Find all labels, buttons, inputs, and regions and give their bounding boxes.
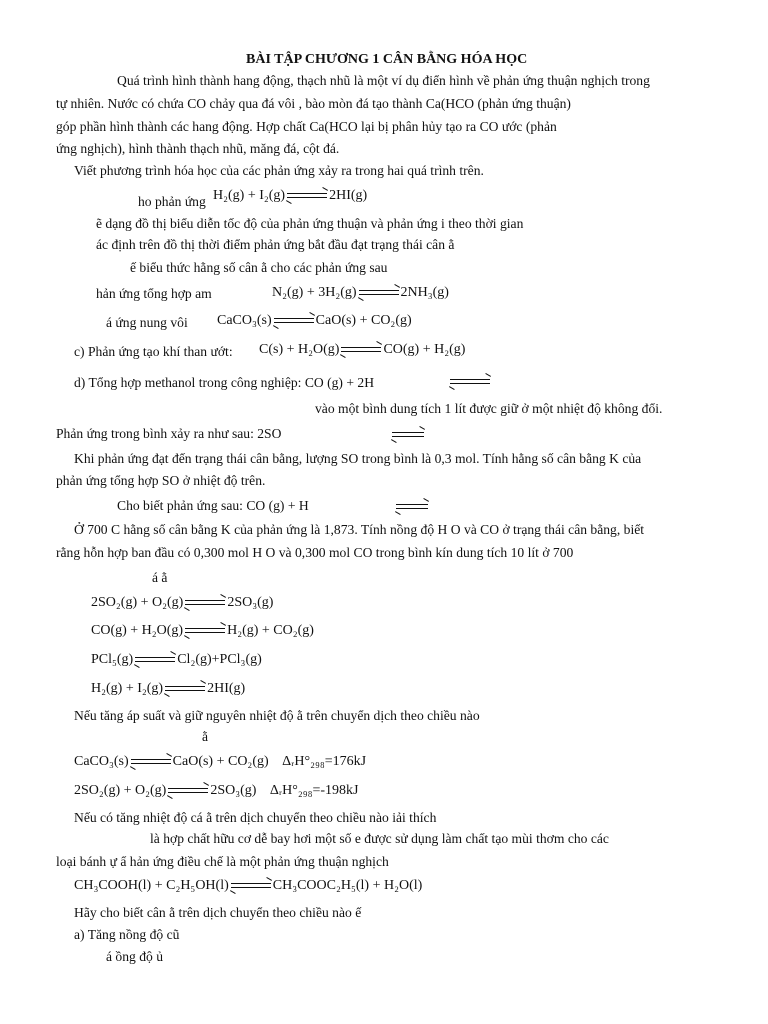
pressure-question: Nếu tăng áp suất và giữ nguyên nhiệt độ ằ trên chuyển dịch theo chiều nào: [74, 708, 480, 723]
equation-right: 2SO₃(g): [210, 783, 257, 798]
equation-left: H₂(g) + I₂(g): [213, 188, 286, 203]
equation-right: 2NH₃(g): [400, 285, 449, 300]
page-title: BÀI TẬP CHƯƠNG 1 CÂN BẰNG HÓA HỌC: [246, 52, 528, 67]
equation-right: 2SO₃(g): [227, 595, 274, 610]
eqlist-item: [91, 652, 262, 669]
equation-left: 2SO₂(g) + O₂(g): [91, 595, 184, 610]
equilibrium-arrow-icon: [396, 502, 428, 512]
equilibrium-arrow-icon: [359, 288, 399, 298]
heat-equation: [74, 783, 359, 800]
co-line-3: rằng hỗn hợp ban đầu có 0,300 mol H O và 0,300 mol CO trong bình kín dung tích 10 lít ở 700: [56, 545, 574, 560]
enthalpy-label: ΔᵣH°₂₉₈=176kJ: [282, 754, 367, 769]
heat-question: Nếu có tăng nhiệt độ cá ằ trên dịch chuyển theo chiều nào iải thích: [74, 810, 437, 825]
so2-line-1: vào một bình dung tích 1 lít được giữ ở một nhiệt độ không đổi.: [315, 401, 663, 416]
ester-equation: [74, 878, 422, 895]
kc-intro: ế biểu thức hằng số cân ằ cho các phản ứng sau: [130, 260, 388, 275]
equation-right: Cl₂(g)+PCl₃(g): [177, 652, 262, 667]
equilibrium-arrow-icon: [392, 430, 424, 440]
intro-line-1: Quá trình hình thành hang động, thạch nhũ là một ví dụ điển hình về phản ứng thuận nghịch trong: [117, 73, 650, 88]
equation-right: CaO(s) + CO₂(g): [172, 754, 269, 769]
co-line-1: Cho biết phản ứng sau: CO (g) + H: [117, 498, 309, 513]
equation-right: CO(g) + H₂(g): [383, 342, 466, 357]
equation-left: CaCO₃(s): [74, 754, 129, 769]
equilibrium-arrow-icon: [450, 377, 490, 387]
equation-left: N₂(g) + 3H₂(g): [272, 285, 357, 300]
equation-left: 2SO₂(g) + O₂(g): [74, 783, 167, 798]
equation-right: CH₃COOC₂H₅(l) + H₂O(l): [272, 878, 423, 893]
heat-head: ằ: [202, 729, 209, 744]
equilibrium-arrow-icon: [287, 191, 327, 201]
kc-b-label: á ứng nung vôi: [106, 315, 188, 330]
equation-right: 2HI(g): [329, 188, 368, 203]
eqlist-item: [91, 595, 273, 612]
hi-question-2: ác định trên đồ thị thời điểm phản ứng bắt đầu đạt trạng thái cân ằ: [96, 237, 455, 252]
kc-a-label: hản ứng tổng hợp am: [96, 286, 212, 301]
so2-line-3: Khi phản ứng đạt đến trạng thái cân bằng, lượng SO trong bình là 0,3 mol. Tính hằng số cân bằng K của: [74, 451, 642, 466]
ester-line-2: loại bánh ự ẩ hản ứng điều chế là một phản ứng thuận nghịch: [56, 854, 389, 869]
co-line-2: Ở 700 C hằng số cân bằng K của phản ứng là 1,873. Tính nồng độ H O và CO ở trạng thái cân bằng, biết: [74, 522, 645, 537]
ester-option-b: á ồng độ ủ: [106, 949, 164, 964]
equation-left: CaCO₃(s): [217, 313, 272, 328]
equilibrium-arrow-icon: [231, 881, 271, 891]
ester-option-a: a) Tăng nồng độ cũ: [74, 927, 180, 942]
kc-d-label: d) Tổng hợp methanol trong công nghiệp: CO (g) + 2H: [74, 375, 375, 390]
eqlist-item: [91, 681, 245, 698]
enthalpy-label: ΔᵣH°₂₉₈=-198kJ: [269, 783, 359, 798]
eqlist-item: [91, 623, 314, 640]
intro-line-3: góp phần hình thành các hang động. Hợp chất Ca(HCO lại bị phân hủy tạo ra CO ước (phản: [56, 119, 557, 134]
equation-right: H₂(g) + CO₂(g): [227, 623, 314, 638]
intro-line-2: tự nhiên. Nước có chứa CO chảy qua đá vôi , bào mòn đá tạo thành Ca(HCO (phản ứng thuận): [56, 96, 571, 111]
equilibrium-arrow-icon: [168, 786, 208, 796]
equilibrium-arrow-icon: [165, 684, 205, 694]
kc-c-equation: [259, 342, 465, 359]
equilibrium-arrow-icon: [135, 655, 175, 665]
intro-line-5: Viết phương trình hóa học của các phản ứng xảy ra trong hai quá trình trên.: [74, 163, 484, 178]
equation-left: C(s) + H₂O(g): [259, 342, 340, 357]
hi-intro: ho phản ứng: [138, 194, 206, 209]
equilibrium-arrow-icon: [341, 345, 381, 355]
equation-right: CaO(s) + CO₂(g): [315, 313, 412, 328]
so2-line-2: Phản ứng trong bình xảy ra như sau: 2SO: [56, 426, 282, 441]
equation-left: PCl₅(g): [91, 652, 134, 667]
hi-question-1: ẽ dạng đồ thị biểu diễn tốc độ của phản ứng thuận và phản ứng i theo thời gian: [96, 216, 524, 231]
equilibrium-arrow-icon: [274, 316, 314, 326]
equation-hi-top: [213, 188, 367, 205]
co-arrow: [394, 498, 430, 514]
heat-equation: [74, 754, 366, 771]
equation-right: 2HI(g): [207, 681, 246, 696]
equilibrium-arrow-icon: [131, 757, 171, 767]
equilibrium-arrow-icon: [185, 598, 225, 608]
intro-line-4: ứng nghịch), hình thành thạch nhũ, măng đá, cột đá.: [56, 141, 340, 156]
ester-question: Hãy cho biết cân ằ trên dịch chuyển theo chiều nào ế: [74, 905, 362, 920]
kc-c-label: c) Phản ứng tạo khí than ướt:: [74, 344, 233, 359]
eqlist-head: á ằ: [152, 570, 168, 585]
so2-line-4: phản ứng tổng hợp SO ở nhiệt độ trên.: [56, 473, 266, 488]
ester-line-1: là hợp chất hữu cơ dễ bay hơi một số e được sử dụng làm chất tạo mùi thơm cho các: [150, 831, 609, 846]
equation-left: CH₃COOH(l) + C₂H₅OH(l): [74, 878, 229, 893]
equilibrium-arrow-icon: [185, 626, 225, 636]
kc-a-equation: [272, 285, 449, 302]
so2-arrow: [390, 426, 426, 442]
kc-d-arrow: [448, 373, 492, 389]
equation-left: CO(g) + H₂O(g): [91, 623, 184, 638]
equation-left: H₂(g) + I₂(g): [91, 681, 164, 696]
kc-b-equation: [217, 313, 412, 330]
